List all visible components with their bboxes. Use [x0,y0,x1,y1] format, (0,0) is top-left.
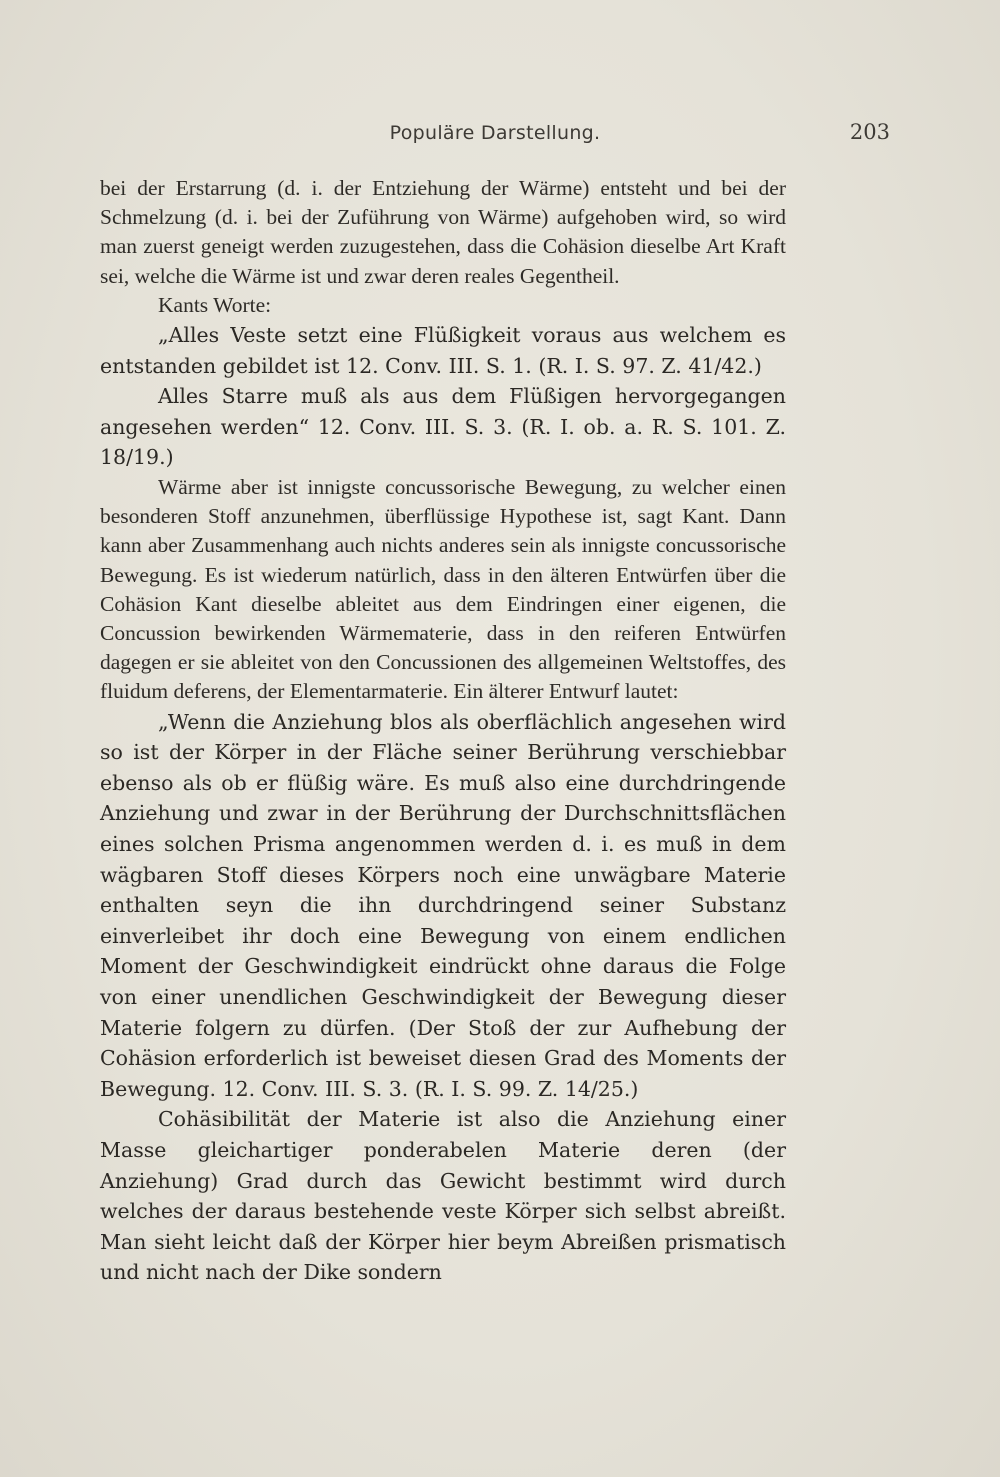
quote-alles-starre: Alles Starre muß als aus dem Flüßigen hervorgegangen angesehen werden“ 12. Conv. III. S. 3. (R. I. ob. a. R. S. 101. Z. 18/19.) [100,384,786,470]
page-number: 203 [849,120,890,144]
paragraph-kants-worte: Kants Worte: [158,292,272,317]
page-header [100,122,890,152]
paragraph-waerme: Wärme aber ist innigste concussorische Bewegung, zu welcher einen besonderen Stoff anzunehmen, überflüssige Hypothese ist, sagt Kant. Dann kann aber Zusammenhang auch nichts anderes sein als innigste concussorische Bewegung. Es ist wiederum natürlich, dass in den älteren Entwürfen über die Cohäsion Kant dieselbe ableitet aus dem Eindringen einer eigenen, die Concussion bewirkenden Wärmematerie, dass in den reiferen Entwürfen dagegen er sie ableitet von den Concussionen des allgemeinen Weltstoffes, des fluidum deferens, der Elementarmaterie. Ein älterer Entwurf lautet: [100,474,786,704]
running-title: Populäre Darstellung. [389,122,601,144]
quote-cohaesibilitaet: Cohäsibilität der Materie ist also die Anziehung einer Masse gleichartiger ponderabelen Materie deren (der Anziehung) Grad durch das Gewicht bestimmt wird durch welches der daraus bestehende veste Körper sich selbst abreißt. Man sieht leicht daß der Körper hier beym Abreißen prismatisch und nicht nach der Dike sondern [100,1107,786,1285]
quote-wenn-die-anziehung: „Wenn die Anziehung blos als oberflächlich angesehen wird so ist der Körper in der Fläche seiner Berührung verschiebbar ebenso als ob er flüßig wäre. Es muß also eine durchdringende Anziehung und zwar in der Berührung der Durchschnittsflächen eines solchen Prisma angenommen werden d. i. es muß in dem wägbaren Stoff dieses Körpers noch eine unwägbare Materie enthalten seyn die ihn durchdringend seiner Substanz einverleibet ihr doch eine Bewegung von einem endlichen Moment der Geschwindigkeit eindrückt ohne daraus die Folge von einer unendlichen Geschwindigkeit der Bewegung dieser Materie folgern zu dürfen. (Der Stoß der zur Aufhebung der Cohäsion erforderlich ist beweiset diesen Grad des Moments der Bewegung. 12. Conv. III. S. 3. (R. I. S. 99. Z. 14/25.) [100,709,786,1101]
paragraph-erstarrung: bei der Erstarrung (d. i. der Entziehung der Wärme) entsteht und bei der Schmelzung (d. i. bei der Zuführung von Wärme) aufgehoben wird, so wird man zuerst geneigt werden zuzugestehen, dass die Cohäsion dieselbe Art Kraft sei, welche die Wärme ist und zwar deren reales Gegentheil. [100,176,786,288]
quote-alles-veste: „Alles Veste setzt eine Flüßigkeit voraus aus welchem es entstanden gebildet ist 12. Conv. III. S. 1. (R. I. S. 97. Z. 41/42.) [100,323,786,378]
page-body [100,174,786,1288]
